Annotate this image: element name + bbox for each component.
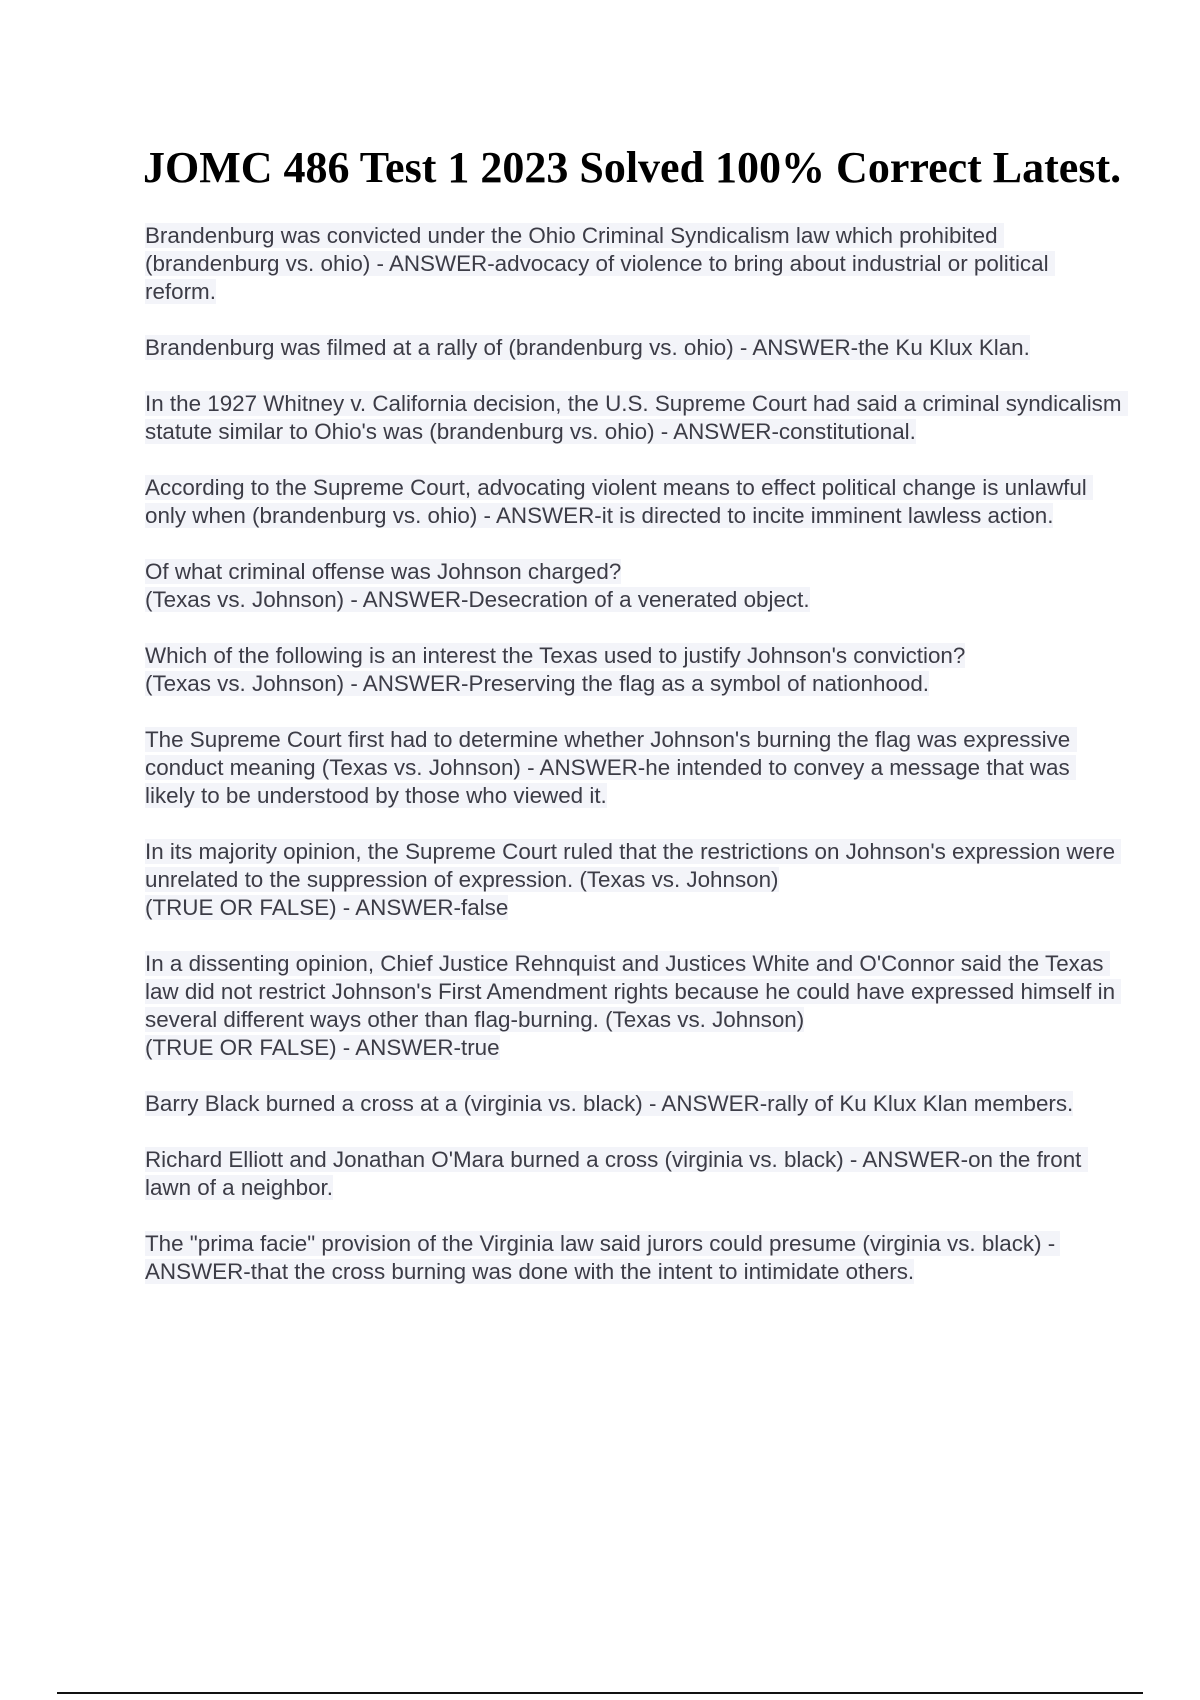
list-item: [145, 950, 1125, 1062]
qa-text: In the 1927 Whitney v. California decision, the U.S. Supreme Court had said a criminal syndicalism statute similar to Ohio's was (brandenburg vs. ohio) - ANSWER-constitutional.: [145, 391, 1128, 444]
list-item: [145, 838, 1125, 922]
list-item: [145, 1230, 1125, 1286]
qa-text: The Supreme Court first had to determine whether Johnson's burning the flag was expressive conduct meaning (Texas vs. Johnson) - ANSWER-he intended to convey a message that was likely to be understood by those who viewed it.: [145, 727, 1077, 808]
page-title: JOMC 486 Test 1 2023 Solved 100% Correct Latest.: [143, 143, 1122, 192]
qa-text: Barry Black burned a cross at a (virginia vs. black) - ANSWER-rally of Ku Klux Klan members.: [145, 1091, 1074, 1116]
qa-text: Richard Elliott and Jonathan O'Mara burned a cross (virginia vs. black) - ANSWER-on the front lawn of a neighbor.: [145, 1147, 1088, 1200]
list-item: [145, 474, 1125, 530]
qa-text: Brandenburg was convicted under the Ohio Criminal Syndicalism law which prohibited (brandenburg vs. ohio) - ANSWER-advocacy of violence to bring about industrial or political reform.: [145, 223, 1055, 304]
qa-text: In its majority opinion, the Supreme Court ruled that the restrictions on Johnson's expression were unrelated to the suppression of expression. (Texas vs. Johnson) (TRUE OR FALSE) - ANSWER-false: [145, 839, 1121, 920]
qa-text: Brandenburg was filmed at a rally of (brandenburg vs. ohio) - ANSWER-the Ku Klux Klan.: [145, 335, 1030, 360]
list-item: [145, 558, 1125, 614]
qa-text: The "prima facie" provision of the Virginia law said jurors could presume (virginia vs. black) - ANSWER-that the cross burning was done with the intent to intimidate others.: [145, 1231, 1061, 1284]
list-item: [145, 222, 1125, 306]
list-item: [145, 1090, 1125, 1118]
list-item: [145, 390, 1128, 446]
qa-list: [145, 222, 1128, 1314]
list-item: [145, 642, 1125, 698]
qa-text: According to the Supreme Court, advocating violent means to effect political change is unlawful only when (brandenburg vs. ohio) - ANSWER-it is directed to incite imminent lawless action.: [145, 475, 1094, 528]
qa-text: In a dissenting opinion, Chief Justice Rehnquist and Justices White and O'Connor said the Texas law did not restrict Johnson's First Amendment rights because he could have expressed himself in several different ways other than flag-burning. (Texas vs. Johnson) (TRUE OR FALSE) - ANSWER-true: [145, 951, 1121, 1060]
list-item: [145, 334, 1125, 362]
list-item: [145, 726, 1125, 810]
qa-text: Of what criminal offense was Johnson charged? (Texas vs. Johnson) - ANSWER-Desecration of a venerated object.: [145, 559, 810, 612]
bottom-divider: [57, 1692, 1143, 1694]
list-item: [145, 1146, 1125, 1202]
qa-text: Which of the following is an interest the Texas used to justify Johnson's conviction? (Texas vs. Johnson) - ANSWER-Preserving the flag as a symbol of nationhood.: [145, 643, 966, 696]
